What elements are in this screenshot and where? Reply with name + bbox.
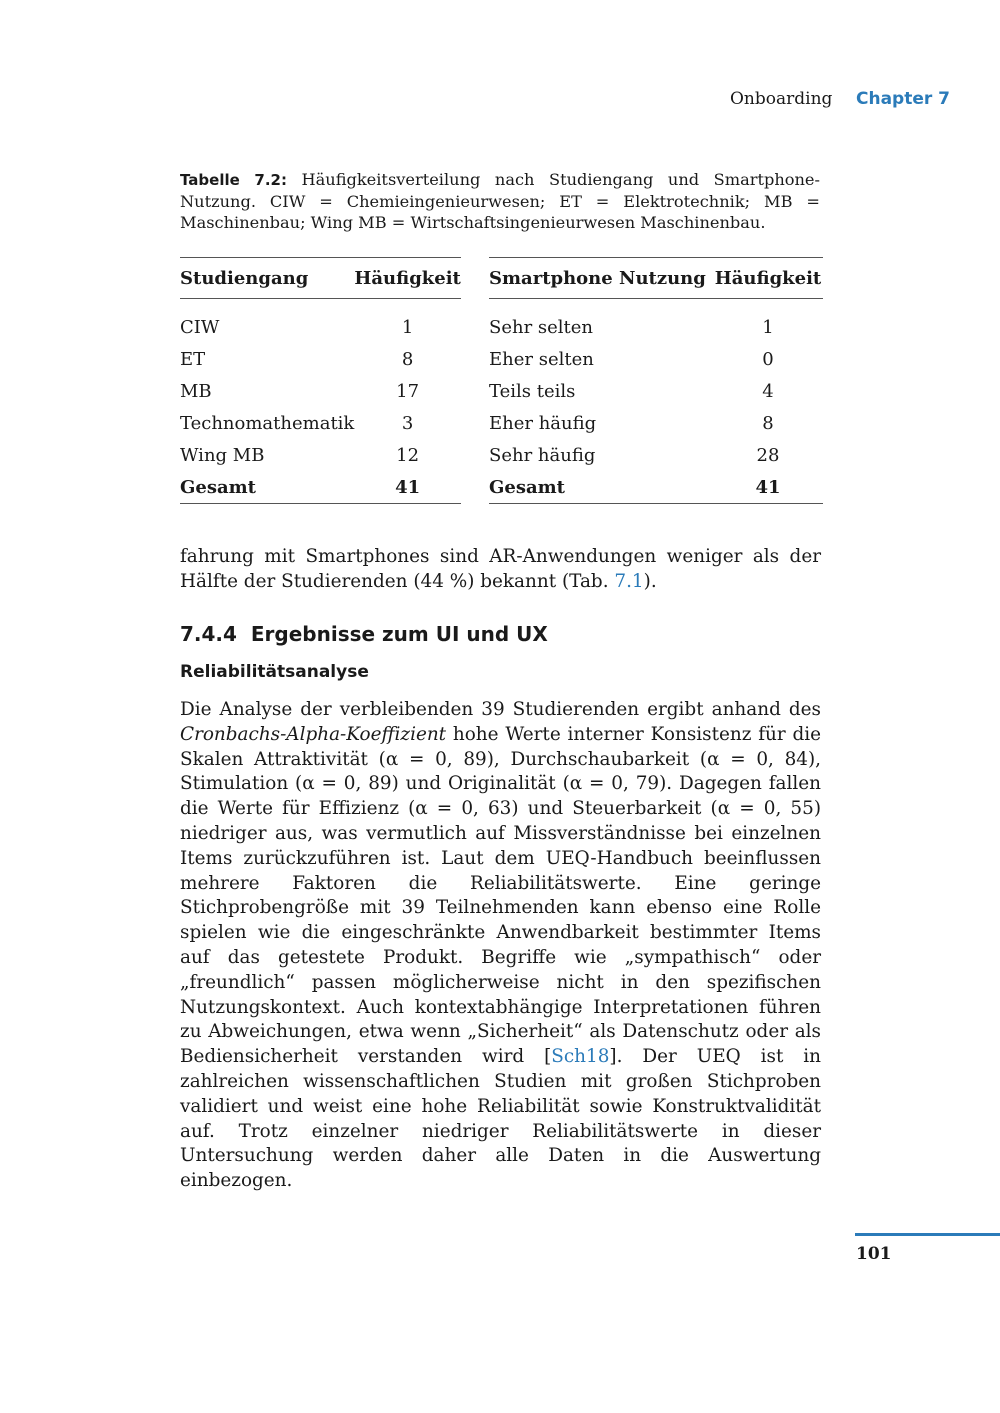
emphasized-term: Cronbachs-Alpha-Koeffizient: [180, 723, 447, 745]
table-cell-value: 4: [762, 380, 774, 402]
subsection-heading: Reliabilitätsanalyse: [180, 662, 369, 682]
table-smartphone-nutzung: [489, 257, 823, 504]
table-studiengang: [180, 257, 461, 504]
paragraph-text: ]. Der UEQ ist in zahlreichen wissenschaftlichen Studien mit großen Stichproben validiert und weist eine hohe Reliabilität sowie Konstruktvalidität auf. Trotz einzelner niedriger Reliabilitätswerte in dieser Untersuchung werden daher alle Daten in die Auswertung einbezogen.: [180, 1046, 821, 1192]
table-total-value: 41: [395, 476, 421, 498]
table-cell-label: Sehr selten: [489, 316, 594, 338]
table-row: [180, 439, 461, 471]
table-header-row: [180, 258, 461, 299]
paragraph-text: Die Analyse der verbleibenden 39 Studierenden ergibt anhand des: [180, 699, 821, 720]
column-header-studiengang: Studiengang: [180, 267, 309, 289]
table-total-row: [489, 471, 823, 504]
table-cell-label: Wing MB: [180, 444, 265, 466]
citation-link[interactable]: Sch18: [551, 1046, 610, 1068]
footer-rule: [855, 1233, 1000, 1236]
table-total-row: [180, 471, 461, 504]
table-cell-value: 0: [762, 348, 774, 370]
running-header-title: Onboarding: [730, 89, 833, 109]
table-caption-text: Häufigkeitsverteilung nach Studiengang und Smartphone-Nutzung. CIW = Chemieingenieurwesen; ET = Elektrotechnik; MB = Maschinenbau; Wing MB = Wirtschaftsingenieurwesen Maschinenbau.: [180, 170, 820, 232]
table-cell-value: 28: [756, 444, 780, 466]
table-row: [180, 343, 461, 375]
table-cell-label: MB: [180, 380, 212, 402]
table-row: [489, 299, 823, 344]
table-row: [489, 439, 823, 471]
continuation-paragraph: [180, 545, 821, 595]
table-cell-value: 12: [396, 444, 420, 466]
continuation-text: fahrung mit Smartphones sind AR-Anwendungen weniger als der Hälfte der Studierenden (44 %) bekannt (Tab.: [180, 546, 821, 592]
table-cell-label: Eher häufig: [489, 412, 597, 434]
table-header-row: [489, 258, 823, 299]
table-cell-value: 17: [396, 380, 420, 402]
table-total-label: Gesamt: [180, 476, 256, 498]
table-cell-label: CIW: [180, 316, 220, 338]
table-cell-label: Technomathematik: [180, 412, 355, 434]
running-header-chapter: Chapter 7: [856, 89, 951, 109]
section-heading: [180, 622, 548, 646]
table-row: [489, 375, 823, 407]
column-header-haeufigkeit: Häufigkeit: [354, 267, 461, 289]
table-total-label: Gesamt: [489, 476, 565, 498]
column-header-haeufigkeit: Häufigkeit: [714, 267, 822, 289]
table-cell-value: 8: [762, 412, 774, 434]
table-reference-link[interactable]: 7.1: [614, 570, 644, 592]
table-caption: [180, 169, 820, 233]
table-cell-label: Teils teils: [489, 380, 576, 402]
table-total-value: 41: [755, 476, 781, 498]
table-cell-label: ET: [180, 348, 206, 370]
section-number: 7.4.4: [180, 622, 237, 646]
table-cell-value: 3: [401, 412, 414, 434]
table-cell-value: 8: [401, 348, 414, 370]
table-caption-label: Tabelle 7.2:: [180, 171, 287, 189]
page-number: 101: [856, 1244, 892, 1264]
section-title: Ergebnisse zum UI und UX: [250, 622, 548, 646]
continuation-text-end: ).: [643, 570, 657, 592]
table-row: [489, 343, 823, 375]
paragraph-text: hohe Werte interner Konsistenz für die Skalen Attraktivität (α = 0, 89), Durchschaubarkeit (α = 0, 84), Stimulation (α = 0, 89) und Originalität (α = 0, 79). Dagegen fallen die Werte für Effizienz (α = 0, 63) und Steuerbarkeit (α = 0, 55) niedriger aus, was vermutlich auf Missverständnisse bei einzelnen Items zurückzuführen ist. Laut dem UEQ-Handbuch beeinflussen mehrere Faktoren die Reliabilitätswerte. Eine geringe Stichprobengröße mit 39 Teilnehmenden kann ebenso eine Rolle spielen wie die eingeschränkte Anwendbarkeit bestimmter Items auf das getestete Produkt. Begriffe wie „sympathisch“ oder „freundlich“ passen möglicherweise nicht in den spezifischen Nutzungskontext. Auch kontextabhängige Interpretationen führen zu Abweichungen, etwa wenn „Sicherheit“ als Datenschutz oder als Bediensicherheit verstanden wird [: [180, 723, 821, 1068]
column-header-smartphone-nutzung: Smartphone Nutzung: [489, 267, 706, 289]
table-row: [180, 299, 461, 344]
table-cell-value: 1: [401, 316, 414, 338]
table-row: [180, 407, 461, 439]
table-cell-label: Eher selten: [489, 348, 594, 370]
table-cell-value: 1: [762, 316, 774, 338]
reliability-paragraph: [180, 698, 821, 1194]
table-row: [180, 375, 461, 407]
table-cell-label: Sehr häufig: [489, 444, 596, 466]
table-row: [489, 407, 823, 439]
